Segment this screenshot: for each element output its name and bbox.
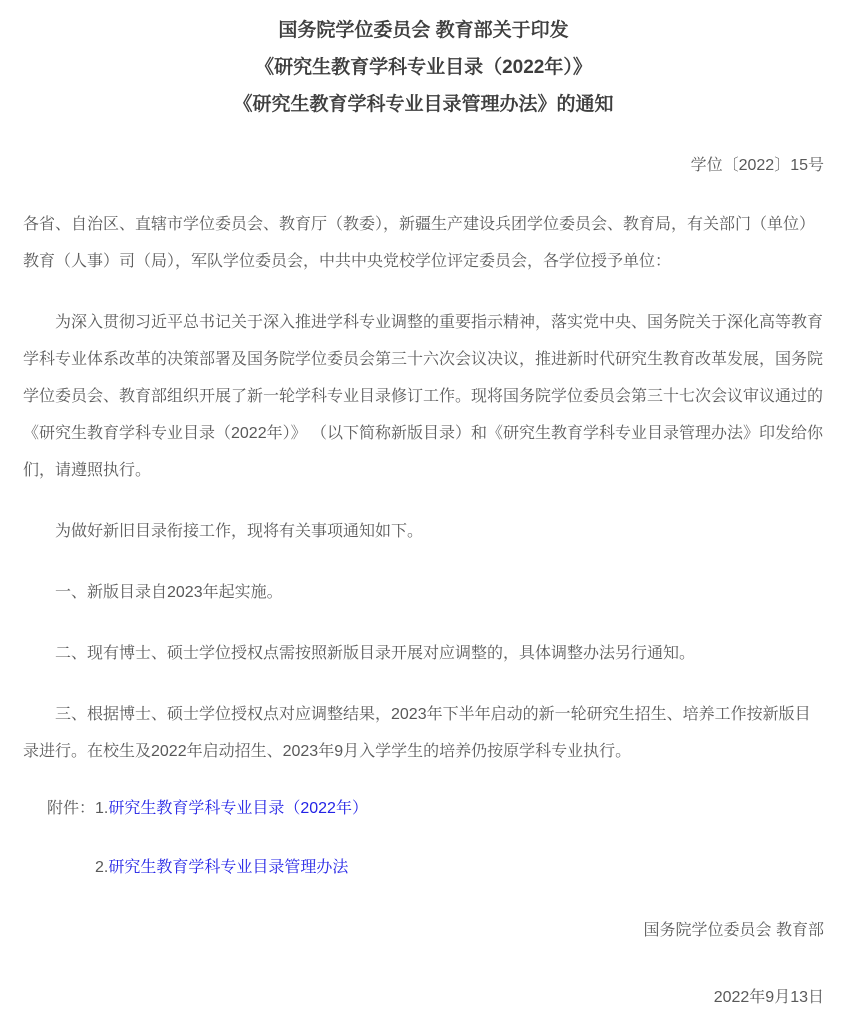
issuer-signature: 国务院学位委员会 教育部 <box>643 922 824 939</box>
attachment-1-number: 1. <box>95 800 109 817</box>
issue-date: 2022年9月13日 <box>713 989 824 1006</box>
paragraph-preamble: 为深入贯彻习近平总书记关于深入推进学科专业调整的重要指示精神，落实党中央、国务院关于深化高等教育学科专业体系改革的决策部署及国务院学位委员会第三十六次会议决议，推进新时代研究生教育改革发展，国务院学位委员会、教育部组织开展了新一轮学科专业目录修订工作。现将国务院学位委员会第三十七次会议审议通过的《研究生教育学科专业目录（2022年）》 （以下简称新版目录）和《研究生教育学科专业目录管理办法》印发给你们，请遵照执行。 <box>23 314 824 479</box>
attachment-link-management-measures[interactable]: 研究生教育学科专业目录管理办法 <box>108 859 349 876</box>
salutation-paragraph: 各省、自治区、直辖市学位委员会、教育厅（教委），新疆生产建设兵团学位委员会、教育局，有关部门（单位）教育（人事）司（局），军队学位委员会，中共中央党校学位评定委员会，各学位授予单位： <box>23 216 816 270</box>
attachment-line-2 <box>23 849 824 886</box>
attachment-2-number: 2. <box>95 859 109 876</box>
paragraph-item-1: 一、新版目录自2023年起实施。 <box>55 584 283 601</box>
paragraph-transition: 为做好新旧目录衔接工作，现将有关事项通知如下。 <box>55 523 424 540</box>
paragraph-item-2: 二、现有博士、硕士学位授权点需按照新版目录开展对应调整的，具体调整办法另行通知。 <box>55 645 696 662</box>
paragraph-item-3: 三、根据博士、硕士学位授权点对应调整结果，2023年下半年启动的新一轮研究生招生、培养工作按新版目录进行。在校生及2022年启动招生、2023年9月入学学生的培养仍按原学科专业执行。 <box>23 706 811 760</box>
attachments-section <box>23 790 824 886</box>
attachment-link-catalog-2022[interactable]: 研究生教育学科专业目录（2022年） <box>108 800 368 817</box>
attachments-label: 附件： <box>47 800 96 817</box>
title-line-2: 《研究生教育学科专业目录（2022年）》 <box>255 57 592 78</box>
attachment-line-1 <box>23 790 824 827</box>
document-number: 学位〔2022〕15号 <box>690 157 824 174</box>
title-line-1: 国务院学位委员会 教育部关于印发 <box>278 20 569 41</box>
document-title <box>23 12 824 123</box>
title-line-3: 《研究生教育学科专业目录管理办法》的通知 <box>233 94 614 115</box>
